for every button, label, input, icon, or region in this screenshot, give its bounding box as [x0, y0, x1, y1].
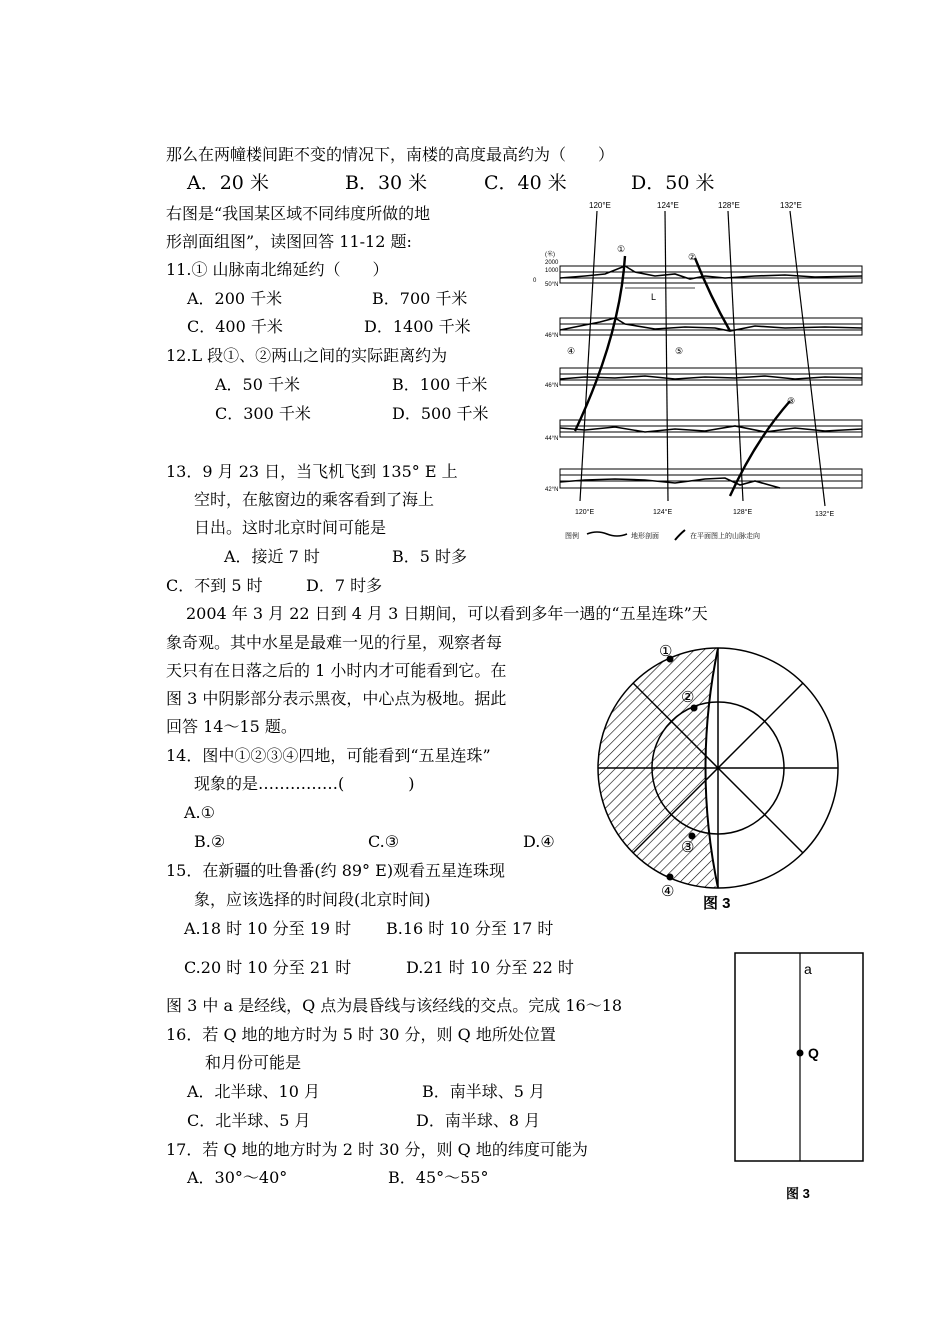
terrain-profile-figure [525, 196, 870, 541]
q11-b: B．700 千米 [372, 289, 468, 308]
q13-2: 空时，在舷窗边的乘客看到了海上 [194, 490, 435, 509]
q12: 12.L 段①、②两山之间的实际距离约为 [166, 346, 448, 365]
top-lon-120: 120°E [589, 201, 611, 210]
q11-c: C．400 千米 [187, 317, 283, 336]
q12-d: D．500 千米 [392, 404, 489, 423]
lat-3: 46°N [545, 383, 559, 389]
q15-d: D.21 时 10 分至 22 时 [406, 958, 574, 977]
intro-1: 右图是“我国某区域不同纬度所做的地 [166, 204, 431, 223]
q14-c: C.③ [368, 832, 400, 851]
q17-a: A．30°～40° [187, 1168, 288, 1187]
para-3: 天只有在日落之后的 1 小时内才可能看到它。在 [166, 661, 507, 680]
top-lon-124: 124°E [657, 201, 679, 210]
q11-d: D．1400 千米 [364, 317, 471, 336]
opt-a: A．20 米 [187, 172, 269, 194]
q12-c: C．300 千米 [215, 404, 311, 423]
q14-b: B.② [194, 832, 226, 851]
intro-2: 形剖面组图”，读图回答 11-12 题: [166, 232, 412, 251]
legend-profile: 地形剖面 [631, 533, 659, 540]
para-2: 象奇观。其中水星是最难一见的行星，观察者每 [166, 633, 503, 652]
q11-a: A．200 千米 [187, 289, 283, 308]
q16-2: 和月份可能是 [205, 1053, 302, 1072]
q15-1: 15．在新疆的吐鲁番(约 89° E)观看五星连珠现 [166, 861, 506, 880]
opt-b: B．30 米 [345, 172, 428, 194]
q15-2: 象，应该选择的时间段(北京时间) [194, 890, 431, 909]
q16-b: B．南半球、5 月 [422, 1082, 546, 1101]
q11: 11.① 山脉南北绵延约（ ） [166, 260, 389, 279]
q16-a: A．北半球、10 月 [187, 1082, 321, 1101]
q14-1: 14．图中①②③④四地，可能看到“五星连珠” [166, 746, 491, 765]
mark-5: ⑤ [675, 346, 684, 356]
lat-2: 46°N [545, 333, 559, 339]
q14-d: D.④ [523, 832, 555, 851]
marker-1: ① [659, 643, 673, 660]
meridian-figure [730, 950, 870, 1210]
label-L: L [651, 292, 657, 302]
line-1: 那么在两幢楼间距不变的情况下，南楼的高度最高约为（ ） [166, 145, 615, 164]
legend-range: 在平面图上的山脉走向 [690, 533, 760, 540]
marker-3: ③ [681, 839, 695, 856]
q14-a: A.① [184, 803, 215, 822]
label-Q: Q [808, 1045, 819, 1061]
mark-3: ③ [787, 396, 796, 406]
opt-d: D．50 米 [631, 172, 715, 194]
lat-1: 50°N [545, 282, 559, 288]
lat-4: 44°N [545, 436, 559, 442]
q12-a: A．50 千米 [215, 375, 301, 394]
para-4: 图 3 中阴影部分表示黑夜，中心点为极地。据此 [166, 689, 507, 708]
q15-a: A.18 时 10 分至 19 时 [184, 919, 352, 938]
marker-4: ④ [661, 883, 675, 900]
fig3-caption: 图 3 [786, 1186, 810, 1201]
q12-b: B．100 千米 [392, 375, 488, 394]
lat-5: 42°N [545, 487, 559, 493]
unit-1: (米) [545, 252, 555, 258]
top-lon-128: 128°E [718, 201, 740, 210]
q13-a: A．接近 7 时 [224, 547, 320, 566]
q13-1: 13．9 月 23 日，当飞机飞到 135° E 上 [166, 462, 458, 481]
bottom-lon-128: 128°E [733, 509, 753, 516]
label-a: a [804, 961, 812, 977]
q13-c: C．不到 5 时 [166, 576, 263, 595]
opt-c: C．40 米 [484, 172, 567, 194]
bottom-lon-124: 124°E [653, 509, 673, 516]
q16-c: C．北半球、5 月 [187, 1111, 311, 1130]
mark-4: ④ [567, 346, 576, 356]
q15-c: C.20 时 10 分至 21 时 [184, 958, 352, 977]
legend-title: 图例 [565, 533, 579, 540]
fig2-caption: 图 3 [703, 895, 731, 912]
mark-2: ② [688, 252, 697, 262]
elev-2000-1: 2000 [545, 260, 559, 266]
bottom-lon-132: 132°E [815, 511, 835, 518]
marker-2: ② [681, 689, 695, 706]
para-6: 图 3 中 a 是经线，Q 点为晨昏线与该经线的交点。完成 16～18 [166, 996, 623, 1015]
q17-b: B．45°～55° [388, 1168, 489, 1187]
para-1: 2004 年 3 月 22 日到 4 月 3 日期间，可以看到多年一遇的“五星连珠”天 [186, 604, 708, 623]
mark-1: ① [617, 244, 626, 254]
q15-b: B.16 时 10 分至 17 时 [386, 919, 554, 938]
q14-2: 现象的是……………( ) [194, 774, 415, 793]
q13-d: D．7 时多 [306, 576, 383, 595]
q17: 17．若 Q 地的地方时为 2 时 30 分，则 Q 地的纬度可能为 [166, 1140, 588, 1159]
q13-3: 日出。这时北京时间可能是 [194, 518, 387, 537]
elev-0-1: 0 [533, 278, 537, 284]
polar-day-night-figure [595, 640, 845, 912]
para-5: 回答 14～15 题。 [166, 717, 297, 736]
elev-1000-1: 1000 [545, 268, 559, 274]
top-lon-132: 132°E [780, 201, 802, 210]
q13-b: B．5 时多 [392, 547, 468, 566]
bottom-lon-120: 120°E [575, 509, 595, 516]
q16-1: 16．若 Q 地的地方时为 5 时 30 分，则 Q 地所处位置 [166, 1025, 556, 1044]
q16-d: D．南半球、8 月 [416, 1111, 541, 1130]
